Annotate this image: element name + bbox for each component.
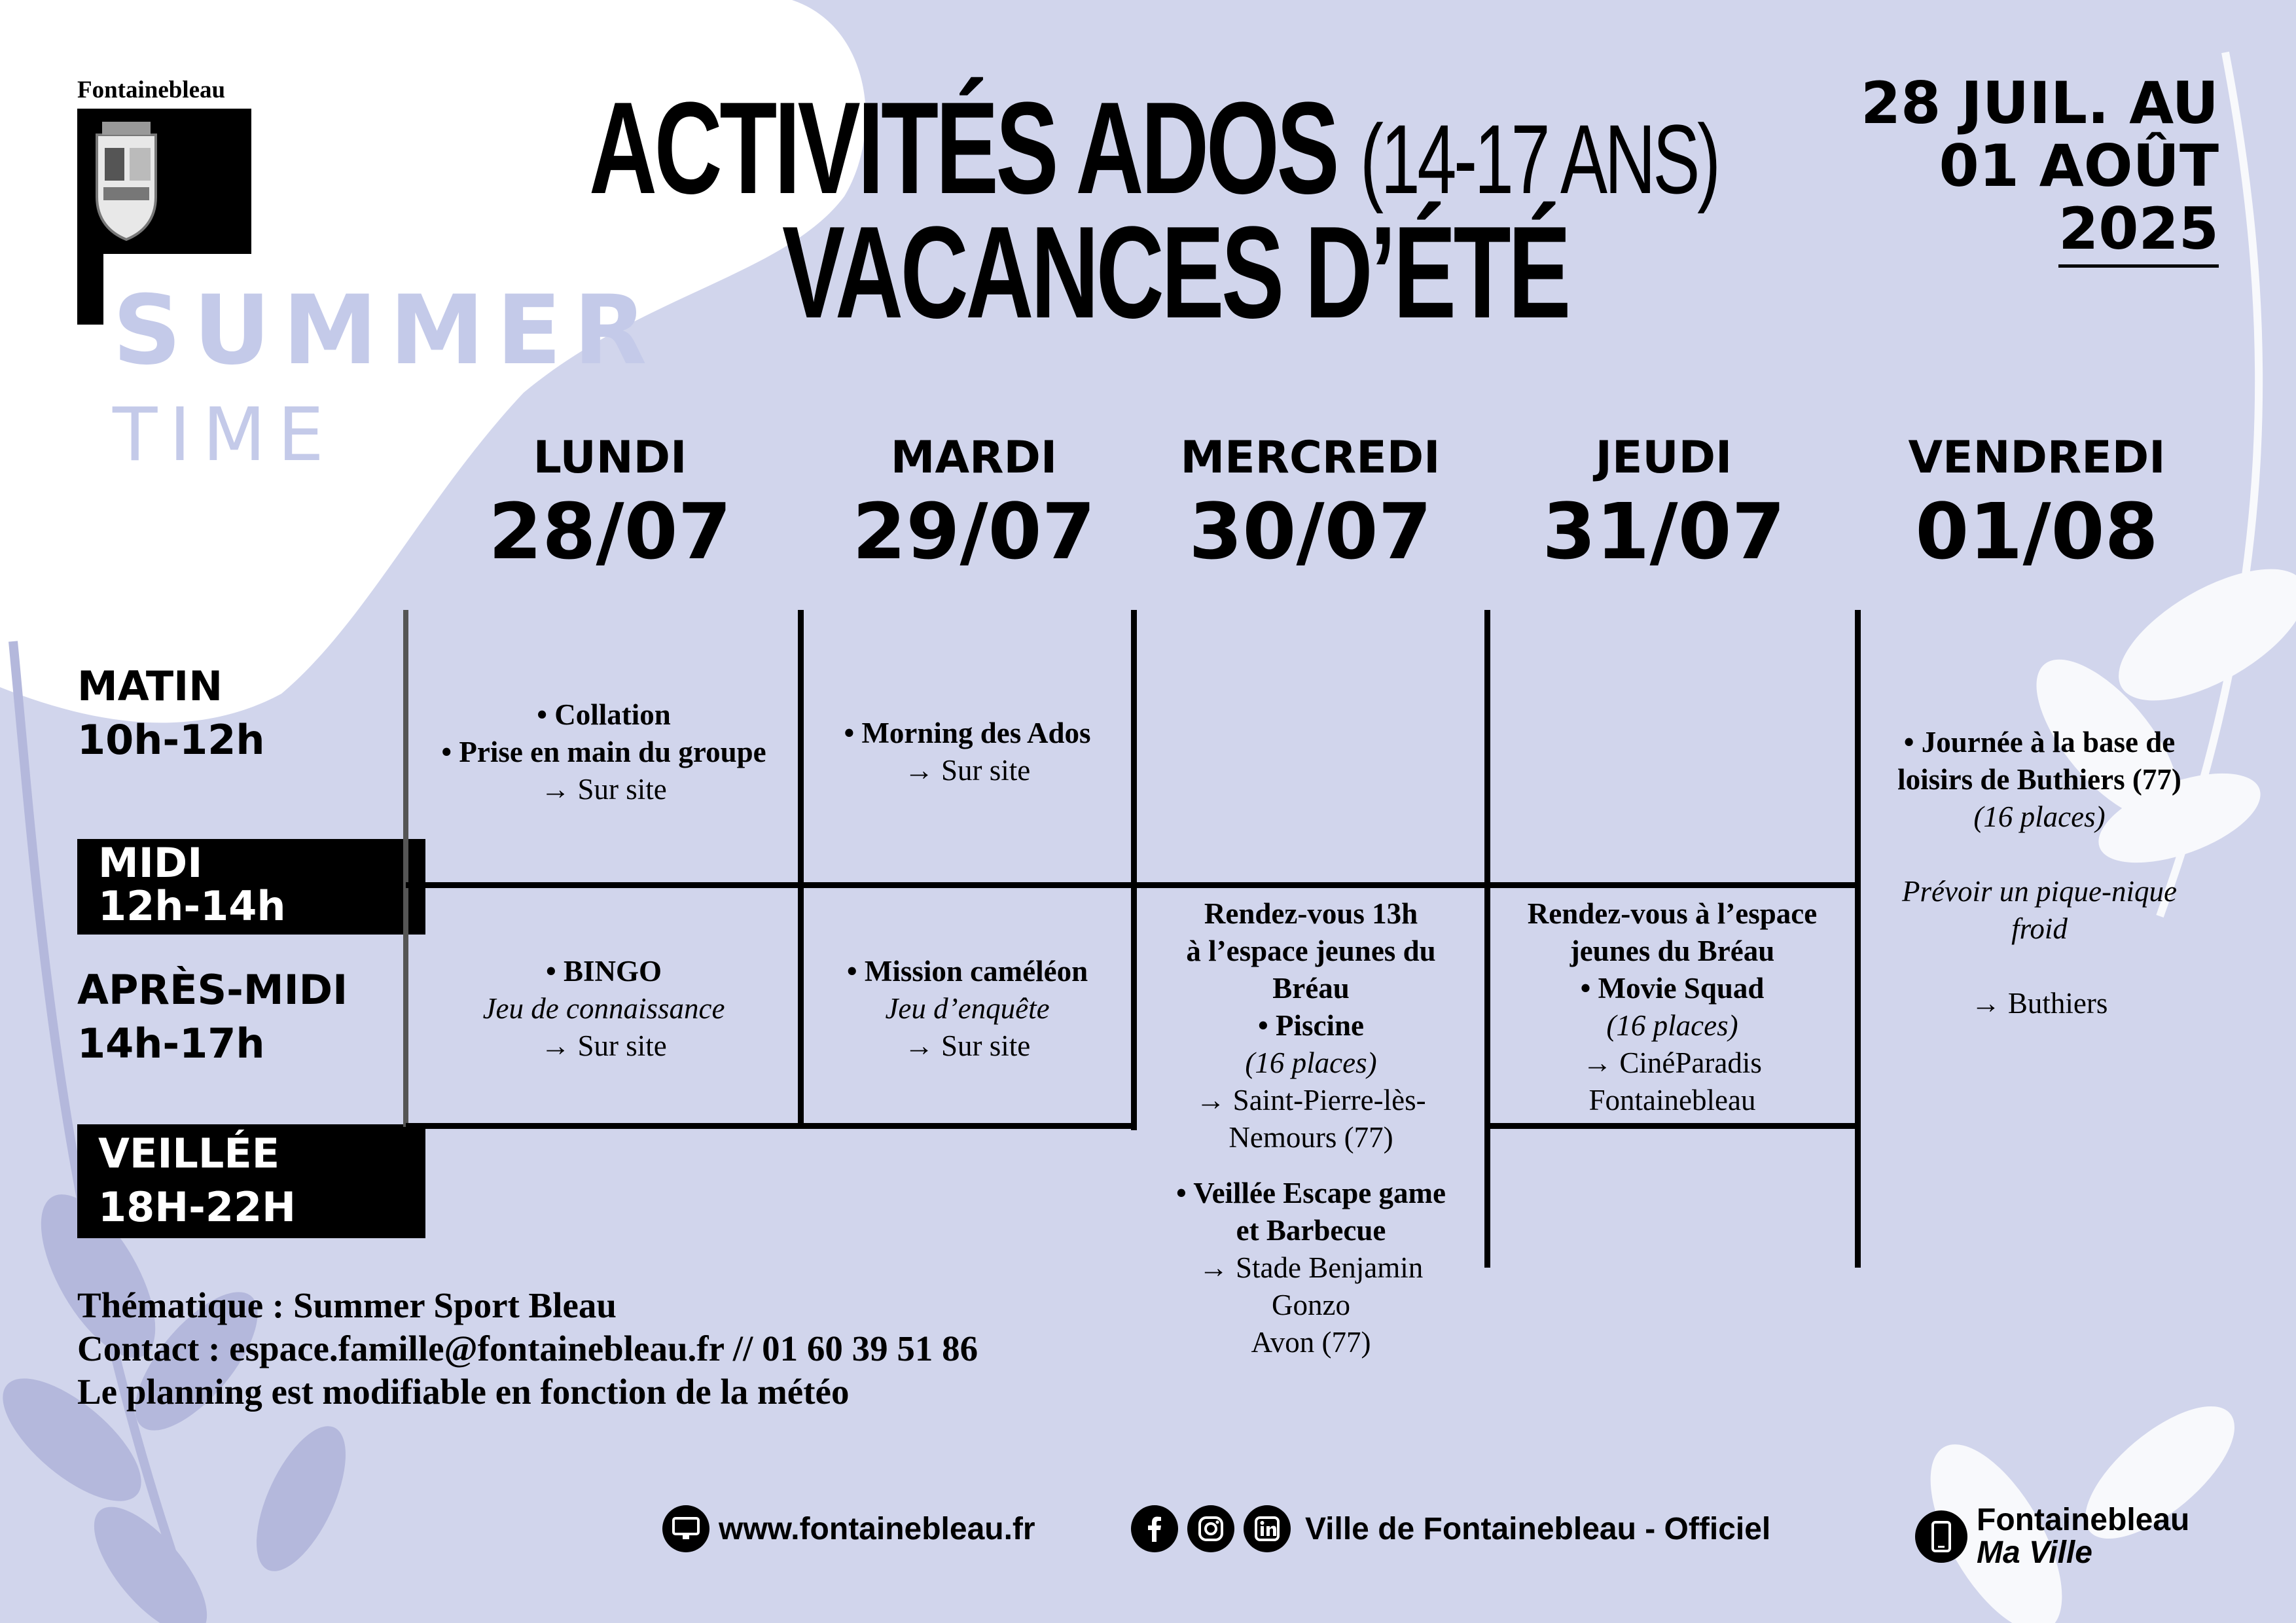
- brand-city-name: Fontainebleau: [77, 77, 226, 103]
- summer-word: SUMMER: [113, 275, 659, 386]
- activity-bingo: • BINGO: [545, 955, 662, 988]
- slot-hours: 10h-12h: [77, 716, 265, 764]
- time-word: TIME: [113, 393, 336, 478]
- footer-social: [1131, 1505, 1770, 1552]
- slot-label: MIDI: [98, 839, 203, 887]
- grid-line-mardi-mercredi: [1131, 610, 1137, 1130]
- app-subtitle: Ma Ville: [1977, 1535, 2092, 1570]
- cell-jeudi-apres-midi: [1492, 895, 1852, 1119]
- day-date: 29/07: [852, 486, 1096, 577]
- slot-hours: 14h-17h: [77, 1020, 265, 1067]
- footer-app[interactable]: [1915, 1504, 2189, 1569]
- cell-mercredi-apres-midi: [1140, 895, 1482, 1361]
- grid-line-midi: [406, 882, 1861, 888]
- activity-mission-cameleon: • Mission caméléon: [846, 955, 1088, 988]
- veillee-location: → Stade Benjamin: [1198, 1251, 1424, 1284]
- title-line-2: VACANCES D’ÉTÉ: [782, 200, 1569, 346]
- location: → CinéParadis: [1583, 1046, 1762, 1079]
- activity-description: Jeu d’enquête: [885, 992, 1050, 1025]
- day-date: 31/07: [1542, 486, 1785, 577]
- slot-apres-midi: [77, 963, 348, 1071]
- info-contact[interactable]: Contact : espace.famille@fontainebleau.fr // 01 60 39 51 86: [77, 1329, 978, 1368]
- monitor-icon: [662, 1505, 709, 1552]
- veillee-location-line3: Avon (77): [1251, 1326, 1371, 1359]
- slot-hours: 18H-22H: [98, 1183, 296, 1231]
- day-header-mercredi: [1140, 432, 1480, 577]
- day-date: 01/08: [1915, 486, 2159, 577]
- grid-line-lundi-mardi: [798, 610, 804, 1127]
- slot-veillee: [77, 1124, 425, 1238]
- instagram-icon[interactable]: [1187, 1505, 1234, 1552]
- linkedin-icon[interactable]: [1244, 1505, 1291, 1552]
- activity-piscine: • Piscine: [1258, 1009, 1364, 1042]
- meeting-point-line2: jeunes du Bréau: [1570, 935, 1775, 967]
- grid-line-mercredi-jeudi: [1484, 610, 1490, 1268]
- cell-mardi-apres-midi: [806, 953, 1128, 1065]
- location: → Sur site: [904, 1029, 1031, 1062]
- meeting-point: Rendez-vous à l’espace: [1527, 897, 1818, 930]
- meeting-point-line2: à l’espace jeunes du: [1186, 935, 1436, 967]
- facebook-icon[interactable]: [1131, 1505, 1178, 1552]
- info-note: Le planning est modifiable en fonction de la météo: [77, 1372, 850, 1412]
- activity-description: Jeu de connaissance: [482, 992, 725, 1025]
- day-date: 30/07: [1189, 486, 1432, 577]
- cell-vendredi: [1863, 724, 2216, 1022]
- veillee-location-line2: Gonzo: [1272, 1289, 1350, 1321]
- social-handle: Ville de Fontainebleau - Officiel: [1305, 1511, 1771, 1546]
- location: → Sur site: [904, 754, 1031, 787]
- day-name: VENDREDI: [1908, 432, 2166, 484]
- cell-lundi-apres-midi: [412, 953, 795, 1065]
- date-range: [1860, 69, 2219, 268]
- day-date: 28/07: [488, 486, 732, 577]
- title-age-range: (14-17 ANS): [1359, 104, 1718, 214]
- slot-label: MATIN: [77, 662, 223, 710]
- app-name: Fontainebleau: [1977, 1503, 2190, 1537]
- day-header-jeudi: [1494, 432, 1834, 577]
- location: → Saint-Pierre-lès-: [1196, 1084, 1426, 1116]
- day-name: JEUDI: [1595, 432, 1732, 484]
- activity-prise-en-main: • Prise en main du groupe: [441, 736, 766, 768]
- footer-website[interactable]: [662, 1505, 1035, 1552]
- slot-hours: 12h-14h: [98, 882, 286, 930]
- activity-escape-game: • Veillée Escape game: [1176, 1177, 1446, 1209]
- info-block: [77, 1284, 978, 1414]
- slot-midi: [77, 839, 425, 935]
- coat-of-arms-icon: [97, 122, 156, 240]
- day-header-lundi: [440, 432, 780, 577]
- meeting-point-line3: Bréau: [1272, 972, 1350, 1005]
- day-name: LUNDI: [533, 432, 687, 484]
- activity-collation: • Collation: [537, 698, 671, 731]
- slot-label: VEILLÉE: [98, 1130, 280, 1177]
- date-range-end: 01 AOÛT: [1939, 132, 2219, 200]
- activity-morning-ados: • Morning des Ados: [844, 717, 1091, 749]
- activity-escape-game-line2: et Barbecue: [1236, 1214, 1386, 1247]
- location-line2: Nemours (77): [1229, 1121, 1393, 1154]
- places: (16 places): [1245, 1046, 1377, 1079]
- location-line2: Fontainebleau: [1588, 1084, 1756, 1116]
- day-name: MERCREDI: [1180, 432, 1441, 484]
- grid-line-jeudi-vendredi: [1855, 610, 1861, 1268]
- places: (16 places): [1606, 1009, 1738, 1042]
- website-link[interactable]: www.fontainebleau.fr: [719, 1511, 1035, 1546]
- slot-matin: [77, 660, 265, 767]
- grid-line-veillee-right: [1484, 1123, 1861, 1129]
- meeting-point: Rendez-vous 13h: [1204, 897, 1418, 930]
- location: → Sur site: [541, 1029, 667, 1062]
- location: → Buthiers: [1971, 987, 2108, 1020]
- day-header-vendredi: [1867, 432, 2207, 577]
- date-range-start: 28 JUIL. AU: [1860, 69, 2219, 137]
- cell-lundi-matin: [412, 696, 795, 808]
- day-header-mardi: [804, 432, 1144, 577]
- places: (16 places): [1973, 800, 2106, 833]
- title-main: ACTIVITÉS ADOS: [589, 75, 1337, 221]
- date-range-year: 2025: [2058, 198, 2219, 268]
- grid-line-left: [403, 610, 408, 1127]
- activity-movie-squad: • Movie Squad: [1580, 972, 1765, 1005]
- activity-buthiers: • Journée à la base de: [1903, 726, 2176, 758]
- note-picnic: Prévoir un pique-nique: [1902, 875, 2177, 908]
- cell-mardi-matin: [806, 715, 1128, 789]
- location: → Sur site: [541, 773, 667, 806]
- smartphone-icon: [1915, 1510, 1967, 1563]
- day-name: MARDI: [890, 432, 1058, 484]
- slot-label: APRÈS-MIDI: [77, 966, 348, 1014]
- note-picnic-line2: froid: [2011, 912, 2068, 945]
- grid-line-veillee-left: [406, 1123, 1137, 1129]
- info-theme: Thématique : Summer Sport Bleau: [77, 1285, 617, 1325]
- activity-buthiers-line2: loisirs de Buthiers (77): [1897, 763, 2181, 796]
